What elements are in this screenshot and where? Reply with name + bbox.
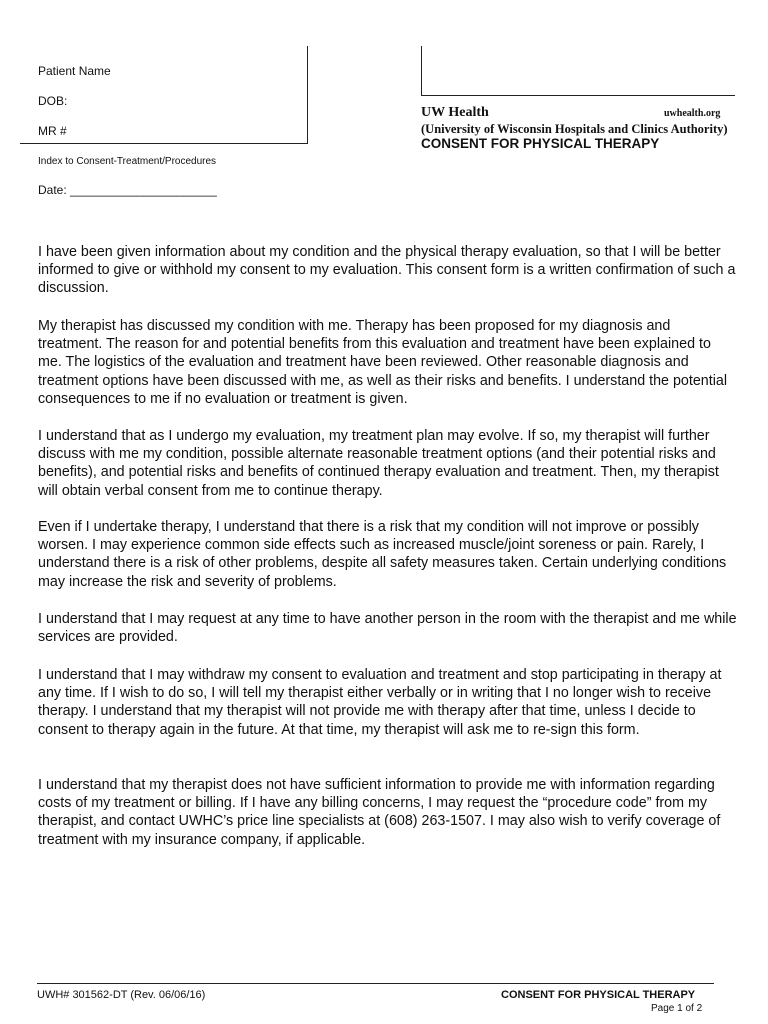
form-title: CONSENT FOR PHYSICAL THERAPY (421, 136, 660, 151)
paragraph-4: Even if I undertake therapy, I understand that there is a risk that my condition will not improve or possibly worsen. I may experience common side effects such as increased muscle/joint soreness or pain. Rarely, I understand there is a risk of other problems, despite all safety measures taken. Certain underlying conditions may increase the risk and severity of problems. (38, 519, 727, 590)
paragraph-1: I have been given information about my condition and the physical therapy evaluation, so that I will be better informed to give or withhold my consent to my evaluation. This consent form is a written confirmation of such a discussion. (38, 244, 736, 297)
form-number: UWH# 301562-DT (Rev. 06/06/16) (37, 989, 206, 1001)
label-stamp-box (421, 46, 735, 96)
org-url: uwhealth.org (664, 108, 721, 119)
date-field: Date: ______________________ (38, 183, 217, 197)
footer-divider (37, 983, 714, 984)
paragraph-6: I understand that I may withdraw my consent to evaluation and treatment and stop participating in therapy at any time. If I wish to do so, I will tell my therapist either verbally or in writing that I no longer wish to receive therapy. I understand that my therapist will not provide me with therapy after that time, unless I decide to consent to therapy again in the future. At that time, my therapist will ask me to re-sign this form. (38, 667, 722, 738)
paragraph-3: I understand that as I undergo my evaluation, my treatment plan may evolve. If so, my therapist will further discuss with me my condition, possible alternate reasonable treatment options (and their potential risks and benefits), and potential risks and benefits of continued therapy evaluation and treatment. Then, my therapist will obtain verbal consent from me to continue therapy. (38, 428, 719, 499)
patient-name-label: Patient Name (38, 64, 111, 78)
org-full-name: (University of Wisconsin Hospitals and Clinics Authority) (421, 122, 728, 136)
paragraph-7: I understand that my therapist does not have sufficient information to provide me with information regarding costs of my treatment or billing. If I have any billing concerns, I may request the “procedure code” from my therapist, and contact UWHC’s price line specialists at (608) 263-1507. I may also wish to verify coverage of treatment with my insurance company, if applicable. (38, 777, 721, 848)
index-label: Index to Consent-Treatment/Procedures (38, 156, 217, 167)
page-number: Page 1 of 2 (651, 1003, 703, 1014)
footer-title: CONSENT FOR PHYSICAL THERAPY (501, 989, 696, 1001)
paragraph-5: I understand that I may request at any time to have another person in the room with the therapist and me while services are provided. (38, 611, 737, 646)
mr-label: MR # (38, 124, 67, 138)
dob-label: DOB: (38, 94, 68, 108)
org-name: UW Health (421, 105, 489, 120)
paragraph-2: My therapist has discussed my condition with me. Therapy has been proposed for my diagnosis and treatment. The reason for and potential benefits from this evaluation and treatment have been explained to me. The logistics of the evaluation and treatment have been reviewed. Other reasonable diagnosis and treatment options have been discussed with me, as well as their risks and benefits. I understand the potential consequences to me if no evaluation or treatment is given. (38, 318, 728, 407)
